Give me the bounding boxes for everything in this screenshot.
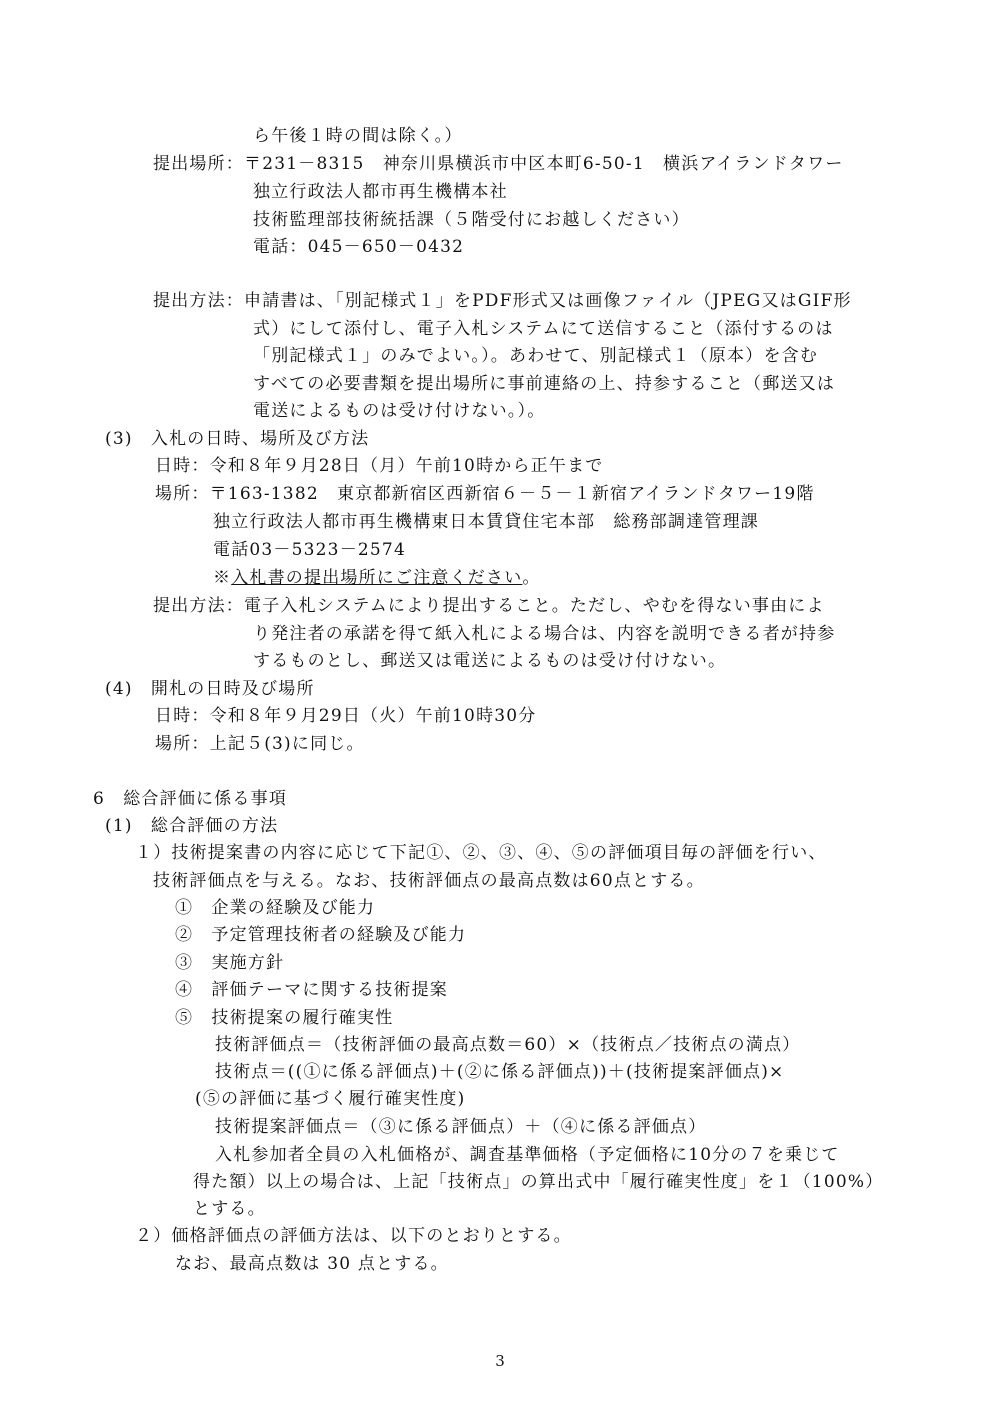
text-line: 技術評価点を与える。なお、技術評価点の最高点数は60点とする。 <box>153 871 705 891</box>
section-heading: 6 総合評価に係る事項 <box>93 789 288 809</box>
text-line: 電話：045－650－0432 <box>253 237 465 257</box>
text-line: するものとし、郵送又は電送によるものは受け付けない。 <box>253 651 727 671</box>
formula-line: 技術評価点＝（技術評価の最高点数＝60）×（技術点／技術点の満点） <box>215 1035 801 1055</box>
section-heading: (3) 入札の日時、場所及び方法 <box>105 429 370 449</box>
text-line: 電送によるものは受け付けない。）。 <box>253 401 546 421</box>
list-item: ④ 評価テーマに関する技術提案 <box>175 980 448 1000</box>
text-line: 提出方法：電子入札システムにより提出すること。ただし、やむを得ない事由によ <box>153 596 825 616</box>
text-line: 得た額）以上の場合は、上記「技術点」の算出式中「履行確実性度」を１（100%） <box>193 1172 884 1192</box>
text-line: 電話03－5323－2574 <box>213 540 406 560</box>
text-line: すべての必要書類を提出場所に事前連絡の上、持参すること（郵送又は <box>253 374 836 394</box>
text-line: 場所：上記５(3)に同じ。 <box>155 734 365 754</box>
text-line: り発注者の承諾を得て紙入札による場合は、内容を説明できる者が持参 <box>253 624 836 644</box>
text-line: 独立行政法人都市再生機構本社 <box>253 182 508 202</box>
text-line: 場所：〒163-1382 東京都新宿区西新宿６－５－１新宿アイランドタワー19階 <box>155 484 815 504</box>
section-heading: (4) 開札の日時及び場所 <box>105 679 315 699</box>
text-line: 「別記様式１」のみでよい。）。あわせて、別記様式１（原本）を含む <box>253 346 819 366</box>
list-item: ③ 実施方針 <box>175 953 285 973</box>
formula-line: 技術点＝((①に係る評価点)＋(②に係る評価点))＋(技術提案評価点)× <box>215 1062 785 1082</box>
text-line: ２）価格評価点の評価方法は、以下のとおりとする。 <box>135 1226 572 1246</box>
section-heading: (1) 総合評価の方法 <box>105 816 279 836</box>
list-item: ② 予定管理技術者の経験及び能力 <box>175 925 467 945</box>
text-line: 技術監理部技術統括課（５階受付にお越しください） <box>253 210 690 230</box>
text-line: １）技術提案書の内容に応じて下記①、②、③、④、⑤の評価項目毎の評価を行い、 <box>135 843 827 863</box>
text-line: 提出方法：申請書は、「別記様式１」をPDF形式又は画像ファイル（JPEG又はGIF形 <box>153 291 852 311</box>
page-number: 3 <box>495 1352 505 1370</box>
list-item: ① 企業の経験及び能力 <box>175 898 376 918</box>
text-line: 日時：令和８年９月28日（月）午前10時から正午まで <box>155 456 604 476</box>
text-line: とする。 <box>193 1199 266 1219</box>
notice-line <box>213 568 541 588</box>
list-item: ⑤ 技術提案の履行確実性 <box>175 1008 394 1028</box>
notice-mark: ※ <box>213 568 232 588</box>
text-line: 日時：令和８年９月29日（火）午前10時30分 <box>155 706 537 726</box>
notice-period: 。 <box>522 568 541 588</box>
text-line: ら午後１時の間は除く。） <box>253 126 463 146</box>
formula-line: (⑤の評価に基づく履行確実性度) <box>195 1089 466 1109</box>
text-line: なお、最高点数は 30 点とする。 <box>175 1254 449 1274</box>
text-line: 式）にして添付し、電子入札システムにて送信すること（添付するのは <box>253 319 834 339</box>
text-line: 入札参加者全員の入札価格が、調査基準価格（予定価格に10分の７を乗じて <box>215 1145 840 1165</box>
formula-line: 技術提案評価点＝（③に係る評価点）＋（④に係る評価点） <box>215 1117 707 1137</box>
notice-underlined: 入札書の提出場所にご注意ください <box>231 568 523 588</box>
text-line: 提出場所：〒231－8315 神奈川県横浜市中区本町6-50-1 横浜アイランドタワー <box>153 154 844 174</box>
text-line: 独立行政法人都市再生機構東日本賃貸住宅本部 総務部調達管理課 <box>213 512 759 532</box>
